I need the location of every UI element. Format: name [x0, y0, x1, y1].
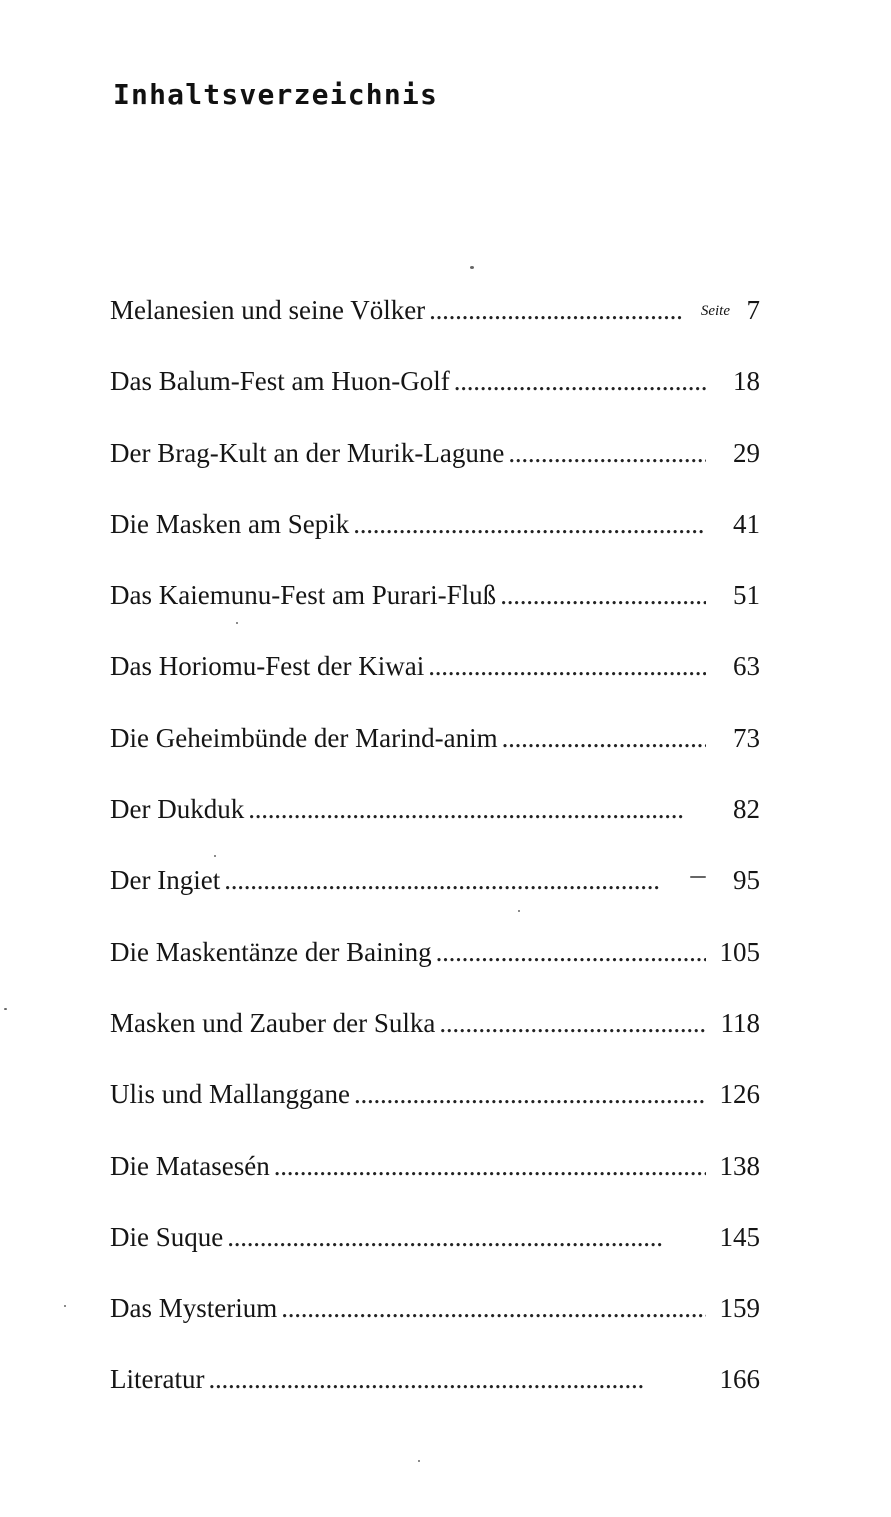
- dot-leader: [353, 507, 706, 541]
- toc-entry-title: Der Dukduk: [110, 794, 245, 825]
- dot-leader: [428, 649, 706, 683]
- dot-leader: [429, 293, 684, 327]
- dot-leader: [439, 1006, 706, 1040]
- page-word: Seite: [700, 303, 730, 319]
- toc-entry-title: Die Matasesén: [110, 1150, 270, 1181]
- toc-entry-page: 145: [719, 1221, 760, 1252]
- toc-entry-page: 51: [733, 580, 760, 611]
- toc-entry-page: 159: [719, 1293, 760, 1324]
- dot-leader: [354, 1077, 706, 1111]
- toc-entry-page: 63: [733, 651, 760, 682]
- toc-entry: [110, 507, 760, 578]
- toc-entry-title: Die Geheimbünde der Marind-anim: [110, 722, 498, 753]
- scan-speck: [64, 1305, 66, 1307]
- toc-entry-title: Das Horiomu-Fest der Kiwai: [110, 651, 425, 682]
- toc-entry: [110, 364, 760, 435]
- dot-leader: [508, 436, 706, 470]
- scan-speck: [418, 1460, 420, 1462]
- toc-entry-title: Melanesien und seine Völker: [110, 295, 426, 325]
- toc-entry: [110, 1291, 760, 1362]
- toc-entry-page: 95: [733, 865, 760, 896]
- toc-entry-title: Das Balum-Fest am Huon-Golf: [110, 366, 450, 397]
- dot-leader: [281, 1291, 706, 1325]
- toc-entry: [110, 649, 760, 720]
- scan-speck: [518, 910, 520, 912]
- scan-speck: [214, 855, 216, 857]
- toc-entry-page: 18: [733, 366, 760, 397]
- toc-entry: [110, 1362, 760, 1433]
- toc-entry: [110, 1006, 760, 1077]
- toc-entry: [110, 721, 760, 792]
- dot-leader: [208, 1362, 706, 1396]
- scan-speck: [470, 266, 474, 269]
- toc-entry-page: 118: [720, 1007, 760, 1038]
- toc-entry-page: 138: [719, 1150, 760, 1181]
- toc-entry-page: 105: [719, 936, 760, 967]
- toc-entry-title: Der Brag-Kult an der Murik-Lagune: [110, 437, 505, 468]
- toc-entry: [110, 1220, 760, 1291]
- dot-leader: [274, 1149, 706, 1183]
- toc-entry: [110, 436, 760, 507]
- dot-leader: [436, 935, 706, 969]
- table-of-contents: [110, 293, 760, 1434]
- toc-entry: [110, 293, 760, 364]
- toc-entry-title: Das Mysterium: [110, 1293, 278, 1324]
- toc-entry-page: 166: [719, 1364, 760, 1395]
- scan-speck: [690, 876, 706, 878]
- toc-entry-page: 29: [733, 437, 760, 468]
- toc-entry-page: 126: [719, 1079, 760, 1110]
- toc-entry-title: Die Masken am Sepik: [110, 508, 350, 539]
- dot-leader: [248, 792, 706, 826]
- toc-entry: [110, 578, 760, 649]
- dot-leader: [500, 578, 706, 612]
- dot-leader: [227, 1220, 706, 1254]
- toc-entry-title: Die Suque: [110, 1221, 224, 1252]
- toc-entry-title: Der Ingiet: [110, 865, 221, 896]
- toc-entry-page: 73: [733, 722, 760, 753]
- toc-entry: [110, 863, 760, 934]
- toc-entry-page: 41: [733, 508, 760, 539]
- toc-entry-title: Die Maskentänze der Baining: [110, 936, 432, 967]
- dot-leader: [454, 364, 706, 398]
- toc-entry-title: Das Kaiemunu-Fest am Purari-Fluß: [110, 580, 497, 611]
- toc-entry-page: 82: [733, 794, 760, 825]
- toc-entry: [110, 792, 760, 863]
- dot-leader: [224, 863, 706, 897]
- page-title: Inhaltsverzeichnis: [113, 78, 439, 111]
- toc-entry: [110, 1149, 760, 1220]
- toc-entry-title: Ulis und Mallanggane: [110, 1079, 350, 1110]
- scan-speck: [236, 622, 238, 624]
- scan-speck: [4, 1008, 7, 1010]
- toc-entry-title: Masken und Zauber der Sulka: [110, 1007, 436, 1038]
- toc-entry-page: 7: [746, 295, 760, 325]
- dot-leader: [502, 721, 706, 755]
- toc-entry: [110, 1077, 760, 1148]
- toc-entry-title: Literatur: [110, 1364, 205, 1395]
- toc-entry: [110, 935, 760, 1006]
